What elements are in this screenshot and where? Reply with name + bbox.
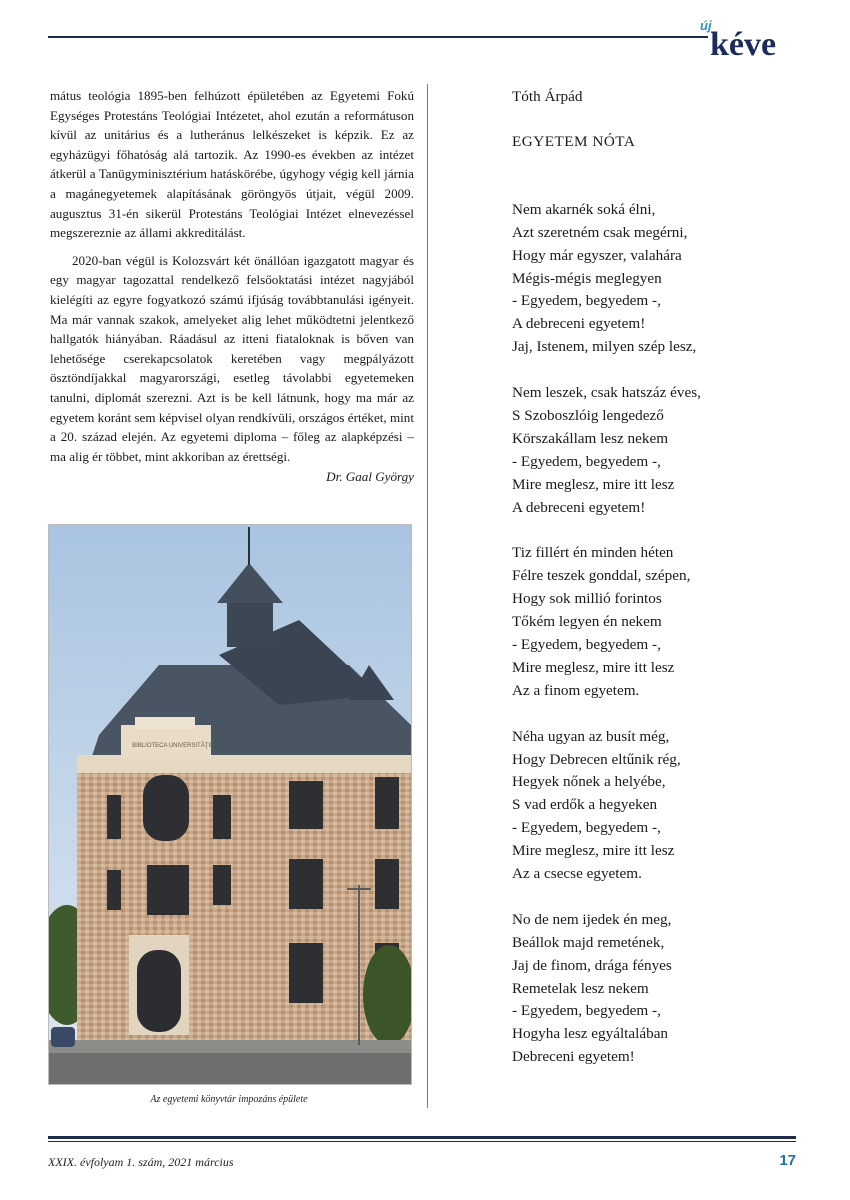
poem-column (512, 86, 812, 1092)
poem-line: - Egyedem, begyedem -, (512, 1002, 661, 1020)
poem-line: Beállok majd remetének, (512, 933, 665, 951)
poem-line: Jaj, Istenem, milyen szép lesz, (512, 338, 697, 356)
masthead-uj: új (700, 18, 712, 33)
poem-stanza (512, 542, 812, 702)
poem-stanza (512, 909, 812, 1069)
poem-line: Hogy sok millió forintos (512, 590, 662, 608)
poem-line: Mire meglesz, mire itt lesz (512, 842, 675, 860)
issue-info: XXIX. évfolyam 1. szám, 2021 március (48, 1155, 234, 1169)
poem-line: Az a csecse egyetem. (512, 865, 642, 883)
poem-author: Tóth Árpád (512, 88, 583, 105)
header-rule (48, 36, 708, 38)
poem-line: Hogyha lesz egyáltalában (512, 1025, 669, 1043)
poem-title: EGYETEM NÓTA (512, 132, 636, 150)
poem-line: S vad erdők a hegyeken (512, 796, 658, 814)
poem-line: Mégis-mégis meglegyen (512, 269, 662, 287)
photo-sign: BIBLIOTECA UNIVERSITĂŢII (132, 743, 212, 749)
poem-line: Félre teszek gonddal, szépen, (512, 567, 691, 585)
poem-line: Körszakállam lesz nekem (512, 429, 669, 447)
poem-line: Hogy Debrecen eltűnik rég, (512, 750, 681, 768)
left-column (50, 86, 414, 487)
poem-line: Mire meglesz, mire itt lesz (512, 475, 675, 493)
poem-line: - Egyedem, begyedem -, (512, 819, 661, 837)
masthead-keve: kéve (710, 26, 777, 63)
poem-line: Hegyek nőnek a helyébe, (512, 773, 666, 791)
poem-line: Az a finom egyetem. (512, 681, 640, 699)
paragraph-2: 2020-ban végül is Kolozsvárt két önállóan igazgatott magyar és egy magyar tagozattal rendelkező felsőoktatási intézet nagyjából kielégíti az egyre fogyatkozó számú ifjúság továbbtanulási igényeit. Ma már vannak szakok, amelyeket alig lehet működtetni jelentkező hallgatók hiányában. Ráadásul az itteni fiataloknak is bőven van lehetősége cserekapcsolatok keretében vagy megpályázott ösztöndíjakkal magyarországi, esetleg távolabbi egyetemeken tanulni, diplomát szerezni. Azt is be kell látnunk, hogy ma már az egyetem koránt sem képvisel olyan rendkívüli, országos értéket, mint a 20. század elején. Az egyetemi diploma – főleg az alapképzési – ma alig ér többet, mint akkoriban az érettségi. (50, 252, 414, 464)
column-divider (427, 84, 428, 1108)
poem-line: Tiz fillért én minden héten (512, 544, 674, 562)
poem-line: No de nem ijedek én meg, (512, 910, 672, 928)
poem-stanza (512, 199, 812, 359)
poem-line: Nem leszek, csak hatszáz éves, (512, 384, 701, 402)
poem-line: Hogy már egyszer, valahára (512, 246, 682, 264)
author-signature: Dr. Gaal György (326, 469, 414, 485)
poem-line: A debreceni egyetem! (512, 315, 646, 333)
poem-line: - Egyedem, begyedem -, (512, 636, 661, 653)
poem-line: S Szoboszlóig lengedező (512, 406, 664, 424)
poem-line: Mire meglesz, mire itt lesz (512, 658, 675, 676)
poem-line: Tőkém legyen én nekem (512, 613, 662, 631)
poem-line: Azt szeretném csak megérni, (512, 223, 688, 241)
poem-line: - Egyedem, begyedem -, (512, 452, 661, 470)
poem-body (512, 199, 812, 1069)
poem-stanza (512, 726, 812, 886)
footer-rule (48, 1136, 796, 1139)
page-number: 17 (779, 1152, 796, 1169)
poem-line: Jaj de finom, drága fényes (512, 956, 672, 974)
paragraph-1: mátus teológia 1895-ben felhúzott épületében az Egyetemi Fokú Egységes Protestáns Teológiai Intézetet, ahol ezután a reformátuson kívül az unitárius és a lutheránus lelkészeket is képzik. Ez az egyházügyi főhatóság alá tartozik. Az 1990-es években az intézet átkerül a Tanügyminisztérium hatáskörébe, úgyhogy végig kell járnia a magánegyetemek alapításának göröngyös útjait, végül 2009. augusztus 31-én sikerül Protestáns Teológiai Intézet elnevezéssel megszereznie az állami akkreditálást. (50, 88, 414, 241)
poem-stanza (512, 382, 812, 519)
poem-line: Remetelak lesz nekem (512, 979, 649, 997)
library-photo (48, 524, 412, 1085)
poem-line: Debreceni egyetem! (512, 1048, 635, 1066)
poem-line: - Egyedem, begyedem -, (512, 292, 661, 310)
photo-caption: Az egyetemi könyvtár impozáns épülete (150, 1094, 308, 1105)
masthead-logo (700, 16, 810, 76)
poem-line: Nem akarnék soká élni, (512, 200, 656, 218)
footer-rule-thin (48, 1141, 796, 1142)
poem-line: Néha ugyan az busít még, (512, 727, 670, 745)
poem-line: A debreceni egyetem! (512, 498, 646, 516)
